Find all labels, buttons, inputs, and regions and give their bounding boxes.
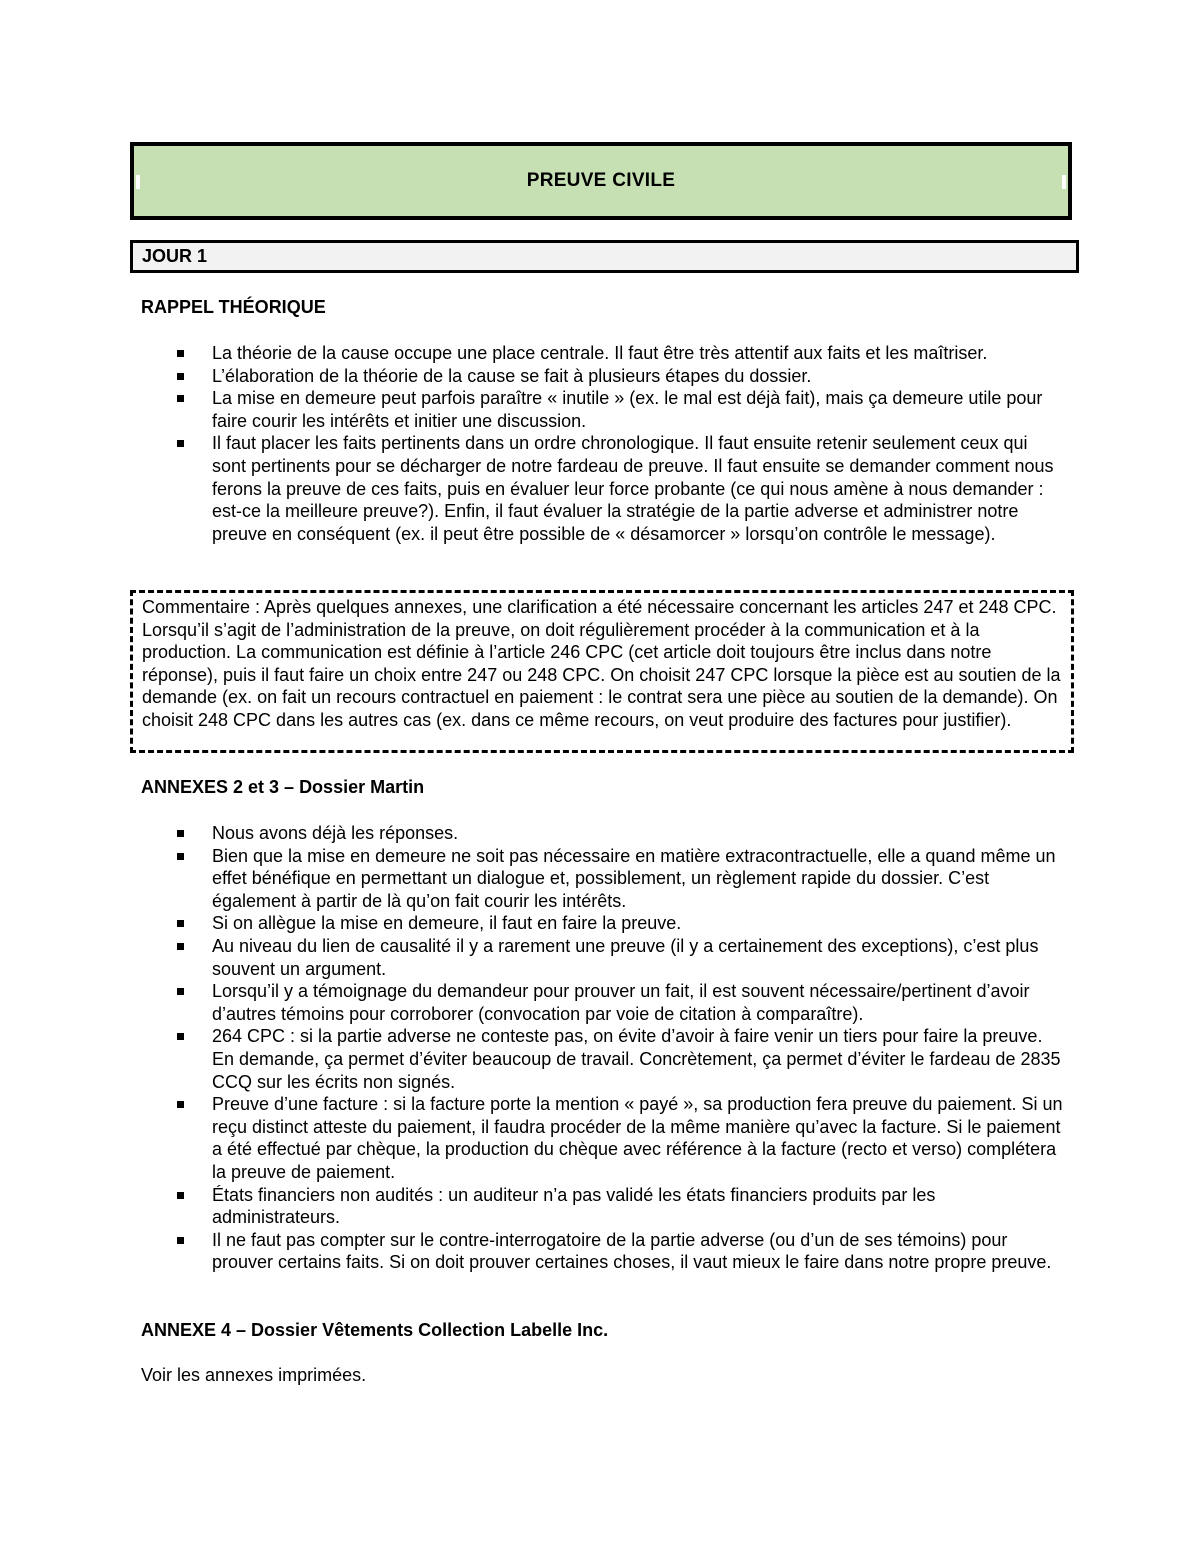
list-item: 264 CPC : si la partie adverse ne conteste pas, on évite d’avoir à faire venir un tiers pour faire la preuve. En demande, ça permet d’éviter beaucoup de travail. Concrètement, ça permet d’éviter le fardeau de 2835 CCQ sur les écrits non signés. (175, 1025, 1065, 1093)
list-item: La mise en demeure peut parfois paraître « inutile » (ex. le mal est déjà fait), mais ça demeure utile pour faire courir les intérêts et initier une discussion. (175, 387, 1065, 432)
day-label: JOUR 1 (142, 246, 208, 266)
day-banner (130, 240, 1079, 273)
section-heading-rappel: RAPPEL THÉORIQUE (141, 297, 326, 317)
bullet-icon (177, 830, 184, 837)
list-item: Bien que la mise en demeure ne soit pas nécessaire en matière extracontractuelle, elle a quand même un effet bénéfique en permettant un dialogue et, possiblement, un règlement rapide du dossier. C’est également à partir de là qu’on fait courir les intérêts. (175, 845, 1065, 913)
list-item: Au niveau du lien de causalité il y a rarement une preuve (il y a certainement des exceptions), c’est plus souvent un argument. (175, 935, 1065, 980)
list-item: Il faut placer les faits pertinents dans un ordre chronologique. Il faut ensuite retenir seulement ceux qui sont pertinents pour se décharger de notre fardeau de preuve. Il faut ensuite se demander comment nous ferons la preuve de ces faits, puis en évaluer leur force probante (ce qui nous amène à nous demander : est-ce la meilleure preuve?). Enfin, il faut évaluer la stratégie de la partie adverse et administrer notre preuve en conséquent (ex. il peut être possible de « désamorcer » lorsqu’on contrôle le message). (175, 432, 1065, 545)
comment-box: Commentaire : Après quelques annexes, une clarification a été nécessaire concernant les articles 247 et 248 CPC. Lorsqu’il s’agit de l’administration de la preuve, on doit régulièrement procéder à la communication et à la production. La communication est définie à l’article 246 CPC (cet article doit toujours être inclus dans notre réponse), puis il faut faire un choix entre 247 ou 248 CPC. On choisit 247 CPC lorsque la pièce est au soutien de la demande (ex. on fait un recours contractuel en paiement : le contrat sera une pièce au soutien de la demande). On choisit 248 CPC dans les autres cas (ex. dans ce même recours, on veut produire des factures pour justifier). (130, 590, 1074, 753)
bullet-icon (177, 395, 184, 402)
bullet-icon (177, 1033, 184, 1040)
annexe-4-text: Voir les annexes imprimées. (141, 1365, 367, 1385)
list-item: États financiers non audités : un auditeur n’a pas validé les états financiers produits par les administrateurs. (175, 1184, 1065, 1229)
bullet-icon (177, 440, 184, 447)
rappel-list (175, 342, 1065, 545)
list-item: Preuve d’une facture : si la facture porte la mention « payé », sa production fera preuve du paiement. Si un reçu distinct atteste du paiement, il faudra procéder de la même manière qu’avec la facture. Si le paiement a été effectué par chèque, la production du chèque avec référence à la facture (recto et verso) complétera la preuve de paiement. (175, 1093, 1065, 1183)
title-banner (130, 142, 1072, 220)
list-item: La théorie de la cause occupe une place centrale. Il faut être très attentif aux faits et les maîtriser. (175, 342, 1065, 365)
document-title: PREUVE CIVILE (526, 170, 676, 191)
section-heading-annexe-4: ANNEXE 4 – Dossier Vêtements Collection Labelle Inc. (141, 1320, 609, 1340)
list-item: Nous avons déjà les réponses. (175, 822, 1065, 845)
annexes-list (175, 822, 1065, 1274)
list-item: Si on allègue la mise en demeure, il faut en faire la preuve. (175, 912, 1065, 935)
bullet-icon (177, 373, 184, 380)
list-item: Il ne faut pas compter sur le contre-interrogatoire de la partie adverse (ou d’un de ses témoins) pour prouver certains faits. Si on doit prouver certaines choses, il vaut mieux le faire dans notre propre preuve. (175, 1229, 1065, 1274)
bullet-icon (177, 988, 184, 995)
bullet-icon (177, 853, 184, 860)
banner-tick-left (136, 175, 140, 189)
list-item: L’élaboration de la théorie de la cause se fait à plusieurs étapes du dossier. (175, 365, 1065, 388)
bullet-icon (177, 943, 184, 950)
list-item: Lorsqu’il y a témoignage du demandeur pour prouver un fait, il est souvent nécessaire/pertinent d’avoir d’autres témoins pour corroborer (convocation par voie de citation à comparaître). (175, 980, 1065, 1025)
bullet-icon (177, 1101, 184, 1108)
bullet-icon (177, 920, 184, 927)
banner-tick-right (1062, 175, 1066, 189)
bullet-icon (177, 1237, 184, 1244)
bullet-icon (177, 350, 184, 357)
bullet-icon (177, 1192, 184, 1199)
section-heading-annexes-2-3: ANNEXES 2 et 3 – Dossier Martin (141, 777, 425, 797)
